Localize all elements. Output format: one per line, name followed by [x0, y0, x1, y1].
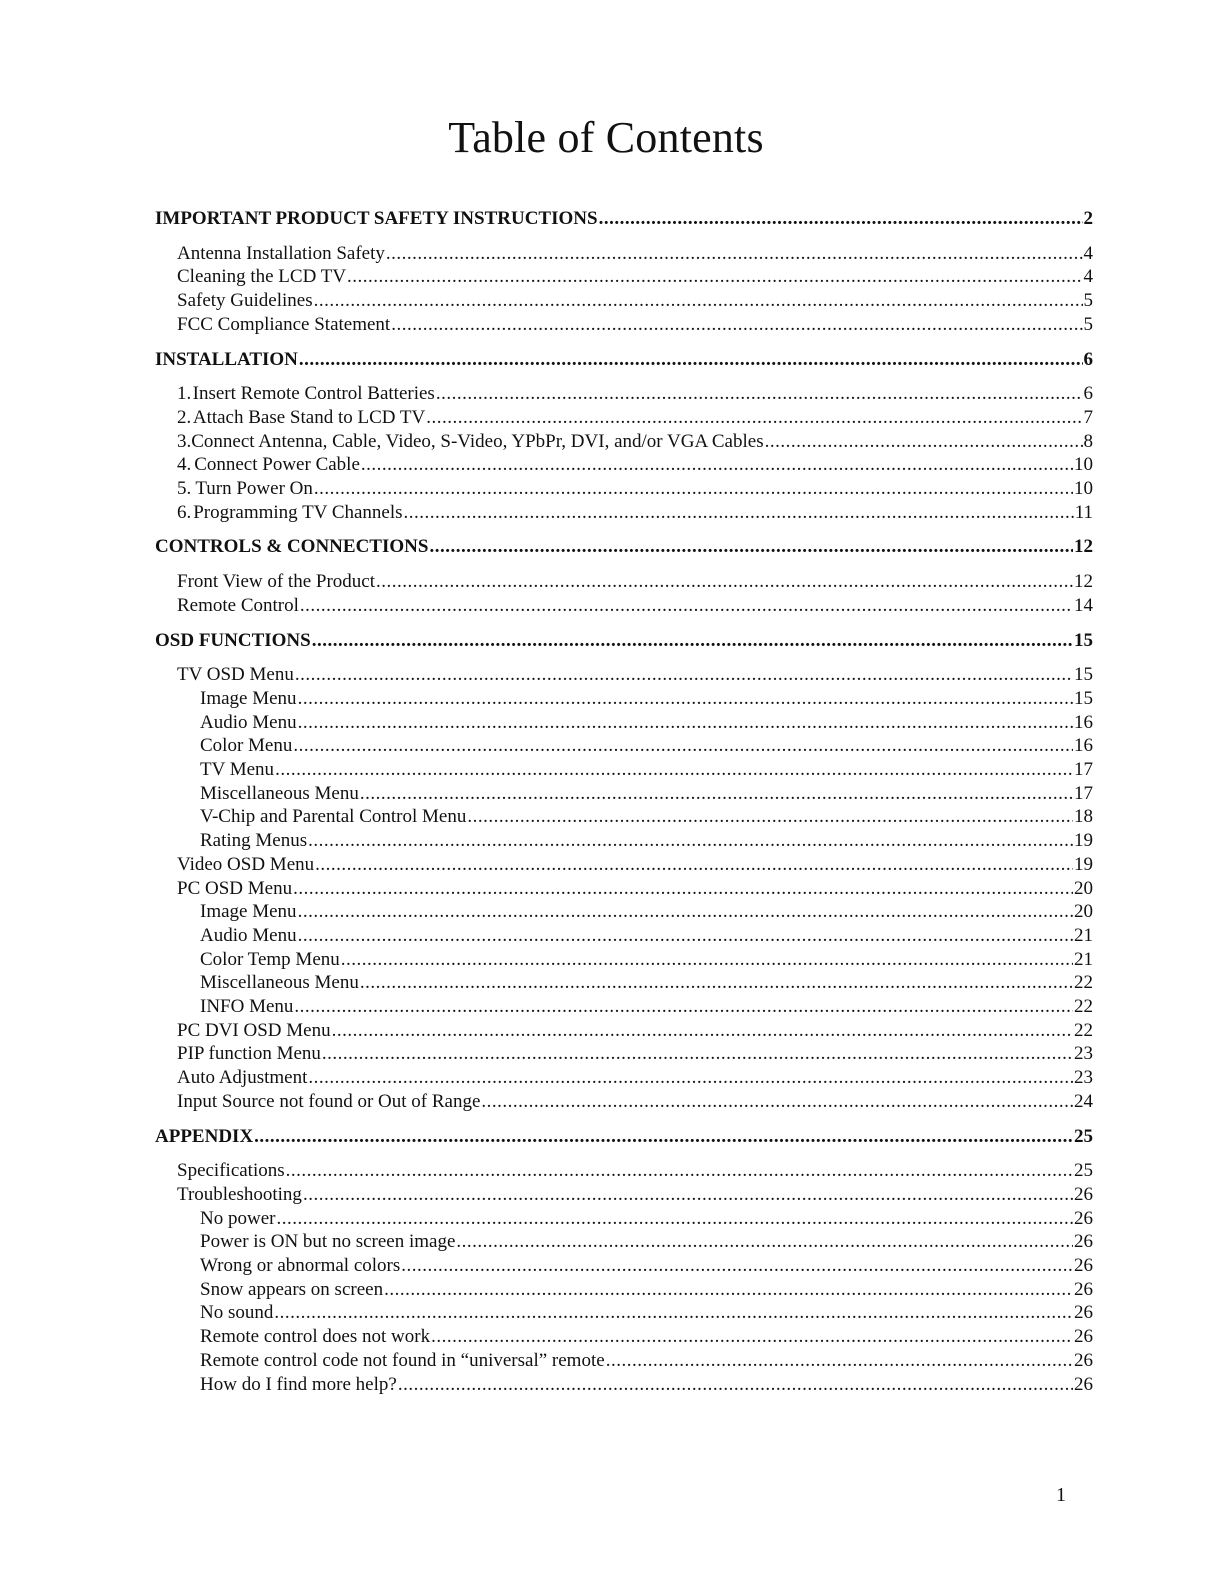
toc-page-number: 16: [1074, 735, 1093, 757]
toc-label: PC OSD Menu: [177, 877, 293, 899]
toc-subentry[interactable]: [200, 759, 1093, 781]
toc-item-number: 2.: [177, 406, 192, 428]
page-title: Table of Contents: [448, 113, 764, 162]
toc-subentry[interactable]: [200, 735, 1093, 757]
dot-leader: [254, 1126, 1073, 1148]
dot-leader: [322, 1043, 1073, 1065]
toc-page-number: 26: [1074, 1231, 1093, 1253]
toc-subentry[interactable]: [200, 1302, 1093, 1324]
toc-label: Wrong or abnormal colors: [200, 1255, 401, 1276]
toc-page-number: 15: [1074, 664, 1093, 686]
dot-leader: [431, 1326, 1073, 1348]
dot-leader: [360, 783, 1073, 805]
toc-label: Remote Control: [177, 594, 299, 616]
dot-leader: [467, 806, 1073, 828]
toc-label: Connect Power Cable: [194, 454, 360, 476]
dot-leader: [276, 1208, 1073, 1230]
toc-label: Miscellaneous Menu: [200, 972, 359, 994]
toc-page-number: 22: [1074, 972, 1093, 994]
dot-leader: [341, 949, 1073, 971]
dot-leader: [298, 712, 1073, 734]
toc-page-number: 23: [1074, 1067, 1093, 1089]
toc-subentry[interactable]: [200, 1350, 1093, 1372]
toc-page-number: 15: [1074, 629, 1093, 651]
dot-leader: [286, 1160, 1073, 1182]
toc-page-number: 25: [1074, 1125, 1093, 1147]
toc-label: FCC Compliance Statement: [177, 313, 391, 335]
toc-label: Insert Remote Control Batteries: [192, 383, 435, 405]
dot-leader: [436, 383, 1083, 405]
toc-label: IMPORTANT PRODUCT SAFETY INSTRUCTIONS: [155, 208, 598, 229]
dot-leader: [298, 688, 1073, 710]
toc-label: No power: [200, 1207, 276, 1229]
toc-page-number: 20: [1074, 877, 1093, 899]
toc-label: Video OSD Menu: [177, 853, 315, 875]
toc-label: Attach Base Stand to LCD TV: [192, 406, 426, 428]
dot-leader: [303, 1184, 1073, 1206]
dot-leader: [426, 407, 1082, 429]
toc-entry[interactable]: [177, 664, 1093, 686]
toc-page-number: 19: [1074, 853, 1093, 875]
toc-label: INFO Menu: [200, 996, 294, 1017]
dot-leader: [293, 735, 1073, 757]
toc-page-number: 17: [1074, 782, 1093, 804]
page-number: 1: [1056, 1484, 1066, 1506]
toc-label: Remote control code not found in “universal” remote: [200, 1349, 605, 1371]
toc-label: Front View of the Product: [177, 571, 375, 593]
toc-label: Remote control does not work: [200, 1326, 431, 1348]
toc-page-number: 21: [1074, 924, 1093, 946]
toc-entry[interactable]: [177, 595, 1093, 617]
toc-entry[interactable]: [177, 1020, 1093, 1042]
toc-entry[interactable]: [177, 266, 1093, 288]
toc-subentry[interactable]: [200, 806, 1093, 828]
dot-leader: [606, 1350, 1073, 1372]
dot-leader: [376, 571, 1073, 593]
toc-label: V-Chip and Parental Control Menu: [200, 806, 467, 828]
toc-label: Turn Power On: [195, 478, 313, 499]
toc-section-heading[interactable]: [155, 349, 1093, 371]
toc-page-number: 11: [1074, 501, 1093, 523]
toc-label: Programming TV Channels: [193, 501, 403, 523]
toc-label: Audio Menu: [200, 924, 297, 946]
toc-page-number: 5: [1083, 290, 1093, 312]
dot-leader: [765, 431, 1083, 453]
toc-page-number: 19: [1074, 830, 1093, 852]
toc-label: APPENDIX: [155, 1125, 254, 1147]
toc-label: PIP function Menu: [177, 1043, 321, 1065]
toc-page-number: 14: [1074, 594, 1093, 616]
dot-leader: [481, 1091, 1073, 1113]
toc-label: OSD FUNCTIONS: [155, 629, 311, 651]
toc-page-number: 26: [1074, 1326, 1093, 1348]
dot-leader: [294, 996, 1073, 1018]
toc-page-number: 26: [1074, 1373, 1093, 1395]
toc-entry[interactable]: [177, 878, 1093, 900]
toc-page-number: 22: [1074, 1019, 1093, 1041]
toc-label: TV OSD Menu: [177, 664, 294, 686]
toc-page-number: 8: [1083, 430, 1093, 452]
toc-label: Image Menu: [200, 901, 297, 923]
dot-leader: [312, 630, 1073, 652]
toc-label: Color Temp Menu: [200, 948, 340, 970]
toc-entry[interactable]: [177, 1091, 1093, 1113]
toc-page-number: 23: [1074, 1043, 1093, 1065]
toc-page-number: 20: [1074, 901, 1093, 923]
dot-leader: [429, 536, 1073, 558]
toc-label: Cleaning the LCD TV: [177, 266, 347, 288]
dot-leader: [398, 1374, 1073, 1396]
dot-leader: [315, 854, 1073, 876]
toc-entry[interactable]: [177, 854, 1093, 876]
toc-entry[interactable]: [177, 1184, 1093, 1206]
toc-label: Power is ON but no screen image: [200, 1231, 456, 1253]
toc-page-number: 26: [1074, 1183, 1093, 1205]
toc-page-number: 4: [1083, 242, 1093, 264]
toc-entry[interactable]: [177, 571, 1093, 593]
toc-entry[interactable]: [177, 454, 1093, 476]
toc-subentry[interactable]: [200, 1374, 1093, 1396]
toc-page-number: 10: [1074, 454, 1093, 476]
toc-page-number: 12: [1074, 536, 1093, 558]
toc-entry[interactable]: [177, 502, 1093, 524]
toc-entry[interactable]: [177, 314, 1093, 336]
dot-leader: [404, 502, 1074, 524]
toc-item-number: 1.: [177, 383, 192, 405]
dot-leader: [386, 243, 1083, 265]
toc-page-number: 25: [1074, 1160, 1093, 1182]
toc-subentry[interactable]: [200, 712, 1093, 734]
toc-page-number: 22: [1074, 996, 1093, 1017]
toc-subentry[interactable]: [200, 996, 1093, 1018]
toc-label: Snow appears on screen: [200, 1278, 384, 1300]
toc-label: Antenna Installation Safety: [177, 242, 385, 264]
dot-leader: [391, 314, 1082, 336]
toc-item-number: 5.: [177, 478, 192, 499]
toc-entry[interactable]: [177, 290, 1093, 312]
toc-page-number: 17: [1074, 759, 1093, 780]
dot-leader: [314, 290, 1083, 312]
dot-leader: [384, 1279, 1073, 1301]
toc-entry[interactable]: [177, 1043, 1093, 1065]
toc-subentry[interactable]: [200, 949, 1093, 971]
toc-page-number: 4: [1083, 266, 1093, 288]
toc-subentry[interactable]: [200, 1326, 1093, 1348]
toc-entry[interactable]: [177, 1160, 1093, 1182]
toc-item-number: 6.: [177, 501, 192, 523]
dot-leader: [293, 878, 1073, 900]
dot-leader: [300, 595, 1073, 617]
dot-leader: [599, 208, 1083, 230]
toc-label: Specifications: [177, 1160, 285, 1182]
toc-label: Miscellaneous Menu: [200, 782, 359, 804]
toc-page-number: 7: [1083, 406, 1093, 428]
toc-entry[interactable]: [177, 383, 1093, 405]
toc-label: Auto Adjustment: [177, 1067, 308, 1089]
dot-leader: [332, 1020, 1073, 1042]
dot-leader: [308, 1067, 1073, 1089]
toc-entry[interactable]: [177, 1067, 1093, 1089]
toc-subentry[interactable]: [200, 1208, 1093, 1230]
dot-leader: [308, 830, 1073, 852]
dot-leader: [456, 1231, 1073, 1253]
toc-label: No sound: [200, 1302, 274, 1324]
toc-label: How do I find more help?: [200, 1373, 397, 1395]
dot-leader: [275, 759, 1073, 781]
toc-page-number: 26: [1074, 1255, 1093, 1276]
dot-leader: [299, 349, 1083, 371]
toc-entry[interactable]: [177, 243, 1093, 265]
toc-page-number: 26: [1074, 1349, 1093, 1371]
dot-leader: [298, 901, 1073, 923]
dot-leader: [360, 972, 1073, 994]
dot-leader: [295, 664, 1073, 686]
toc-page-number: 12: [1074, 571, 1093, 593]
toc-label: Connect Antenna, Cable, Video, S-Video, YPbPr, DVI, and/or VGA Cables: [191, 430, 764, 452]
toc-label: Input Source not found or Out of Range: [177, 1090, 481, 1112]
toc-subentry[interactable]: [200, 783, 1093, 805]
toc-label: INSTALLATION: [155, 348, 298, 370]
dot-leader: [314, 478, 1073, 500]
toc-subentry[interactable]: [200, 1279, 1093, 1301]
toc-subentry[interactable]: [200, 830, 1093, 852]
toc-page-number: 2: [1083, 208, 1093, 229]
toc-subentry[interactable]: [200, 688, 1093, 710]
toc-page-number: 26: [1074, 1207, 1093, 1229]
toc-page-number: 6: [1083, 383, 1093, 405]
toc-entry[interactable]: [177, 478, 1093, 500]
toc-page-number: 18: [1074, 806, 1093, 828]
toc-label: PC DVI OSD Menu: [177, 1019, 331, 1041]
toc-label: CONTROLS & CONNECTIONS: [155, 536, 429, 558]
toc-page-number: 26: [1074, 1302, 1093, 1324]
toc-entry[interactable]: [177, 407, 1093, 429]
dot-leader: [298, 925, 1073, 947]
toc-label: TV Menu: [200, 759, 275, 780]
toc-label: Color Menu: [200, 735, 293, 757]
toc-page-number: 21: [1074, 948, 1093, 970]
dot-leader: [347, 266, 1082, 288]
toc-subentry[interactable]: [200, 1255, 1093, 1277]
toc-label: Rating Menus: [200, 830, 308, 852]
toc-section-heading[interactable]: [155, 536, 1093, 558]
toc-subentry[interactable]: [200, 972, 1093, 994]
toc-subentry[interactable]: [200, 1231, 1093, 1253]
toc-section-heading[interactable]: [155, 208, 1093, 230]
toc-label: Safety Guidelines: [177, 290, 313, 312]
toc-page-number: 26: [1074, 1278, 1093, 1300]
toc-page-number: 24: [1074, 1090, 1093, 1112]
dot-leader: [361, 454, 1073, 476]
toc-label: Troubleshooting: [177, 1183, 302, 1205]
toc-page-number: 15: [1074, 687, 1093, 709]
toc-label: Image Menu: [200, 687, 297, 709]
toc-entry[interactable]: [177, 431, 1093, 453]
toc-page-number: 10: [1074, 478, 1093, 499]
toc-subentry[interactable]: [200, 925, 1093, 947]
toc-page-number: 5: [1083, 313, 1093, 335]
toc-page-number: 6: [1083, 348, 1093, 370]
toc-item-number: 4.: [177, 454, 192, 476]
toc-section-heading[interactable]: [155, 630, 1093, 652]
toc-item-number: 3.: [177, 430, 192, 452]
dot-leader: [401, 1255, 1073, 1277]
toc-subentry[interactable]: [200, 901, 1093, 923]
toc-page-number: 16: [1074, 711, 1093, 733]
toc-section-heading[interactable]: [155, 1126, 1093, 1148]
toc-label: Audio Menu: [200, 711, 297, 733]
dot-leader: [274, 1302, 1073, 1324]
